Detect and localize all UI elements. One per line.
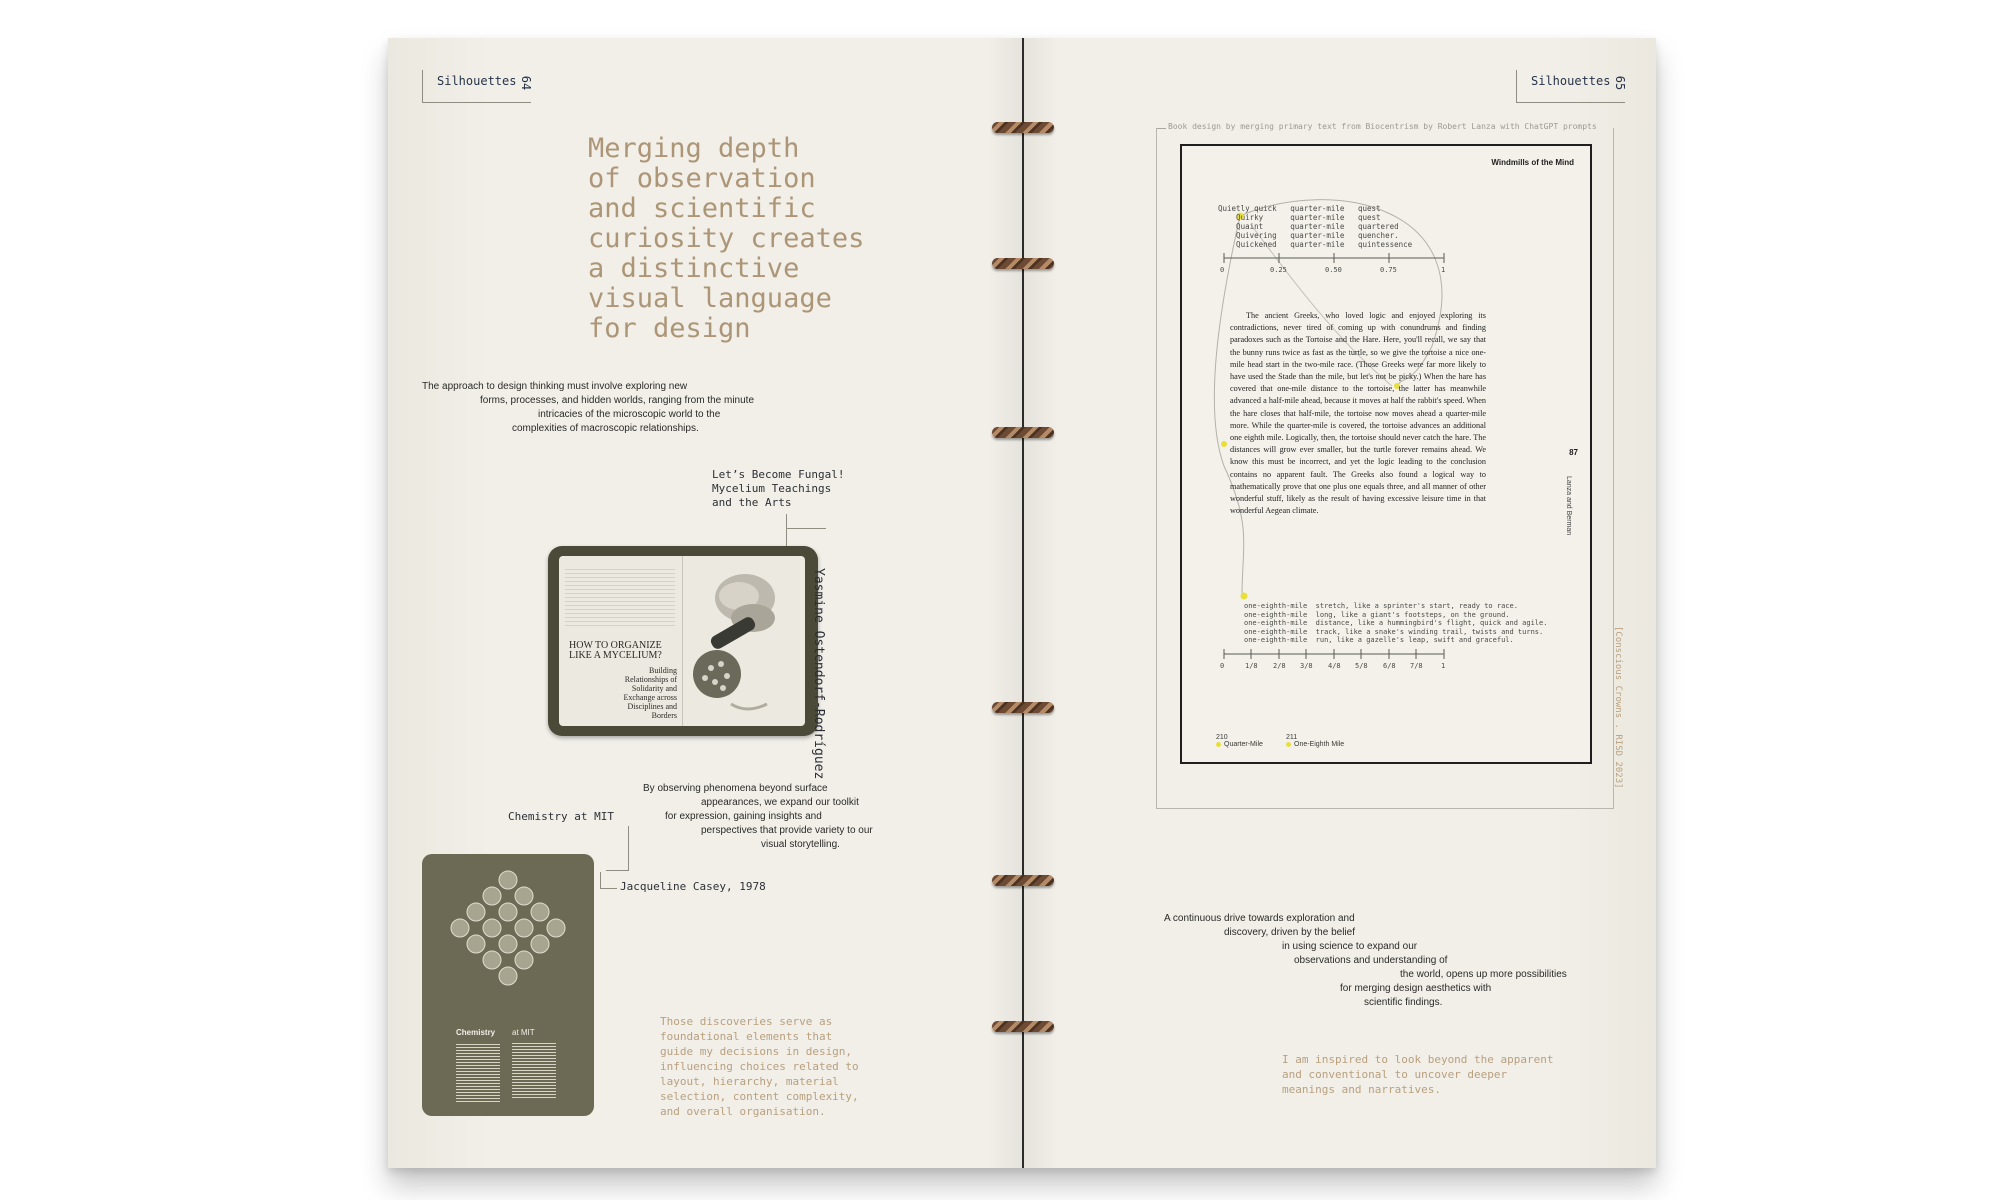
axis-tick-label: 0.25 [1270,266,1287,274]
legend-number: 210 [1216,734,1228,741]
legend-label: Quarter-Mile [1224,741,1263,748]
poster-title: Chemistry at MIT [508,810,614,823]
binding-ring [992,875,1054,886]
axis-tick-label: 0 [1220,266,1225,274]
leader-line [606,826,629,871]
tablet-screen [559,556,805,726]
drive-line: A continuous drive towards exploration and [1164,913,1355,924]
inner-paragraph: The ancient Greeks, who loved logic and enjoyed exploring its contradictions, never tired of coming up with conundrums and finding paradoxes such as the Tortoise and the Hare. Here, you'll recall, we say that the bunny runs twice as fast as the turtle, so we give the tortoise a nice one-mile head start in the two-mile race. (Those Greeks were far more likely to have used the Stade than the mile, but let's not be picky.) When the hare has covered that one-mile distance to the tortoise, the latter has meanwhile advanced a half-mile ahead, because it moves at half the rabbit's speed. When the hare closes that half-mile, the tortoise now moves ahead a quarter-mile more. While the quarter-mile is covered, the tortoise advances an additional one eighth mile. Logically, then, the tortoise should never catch the hare. The distances will grow ever smaller, but the turtle forever remains ahead. We know this must be incorrect, and yet the logic leading to the conclusion contains no apparent fault. The Greeks also found a logical way to mathematically prove that one plus one equals three, and all manner of other wonderful stuff, likely as the result of having excessive leisure time in that wonderful Aegean climate. [1230,311,1486,516]
legend-dot [1286,742,1291,747]
poster-label-right: at MIT [512,1028,535,1037]
leader-line [786,528,826,529]
left-page-header [422,70,531,103]
axis-tick-label: 5/8 [1355,662,1368,670]
axis-tick-label: 0.50 [1325,266,1342,274]
word-list-bottom: one-eighth-mile stretch, like a sprinter's start, ready to race. one-eighth-mile long, like a giant's footsteps, on the ground. one-eighth-mile distance, like a hummingbird's flight, quick and agile. one-eighth-mile track, like a snake's winding trail, twists and turns. one-eighth-mile run, like a gazelle's leap, swift and graceful. [1244,602,1548,645]
axis-tick-label: 1/8 [1245,662,1258,670]
intro-paragraph [422,380,754,436]
observe-line: appearances, we expand our toolkit [701,797,859,808]
book-title: Let’s Become Fungal! Mycelium Teachings and the Arts [712,468,845,509]
inner-page-frame [1180,144,1592,764]
left-section-title: Silhouettes [437,74,517,88]
tablet-heading: HOW TO ORGANIZE LIKE A MYCELIUM? [569,640,662,661]
text-block [565,566,675,626]
right-page-number: 65 [1612,75,1627,91]
left-page-number: 64 [518,75,533,91]
legend-label: One-Eighth Mile [1294,741,1345,748]
binding-ring [992,1021,1054,1032]
book-fold [682,556,683,726]
observe-line: for expression, gaining insights and [665,811,822,822]
left-quote: Those discoveries serve as foundational elements that guide my decisions in design, influencing choices related to layout, hierarchy, material selection, content complexity, and overall organisation. [660,1015,859,1118]
design-credit: Book design by merging primary text from Biocentrism by Robert Lanza with ChatGPT prompts [1168,122,1597,131]
poster-text-block [456,1042,500,1102]
poster-image [422,854,594,1116]
molecule-pattern [436,862,580,1012]
side-vertical-label: [Conscious Crowns . RISD 2023] [1613,626,1623,789]
tablet-device [548,546,818,736]
axis-tick-label: 0 [1220,662,1225,670]
mushroom-illustration [687,564,799,722]
drive-line: discovery, driven by the belief [1224,927,1355,938]
observe-line: visual storytelling. [761,839,840,850]
right-section-title: Silhouettes [1531,74,1611,88]
poster-author: Jacqueline Casey, 1978 [620,880,766,893]
right-quote: I am inspired to look beyond the apparent and conventional to uncover deeper meanings and narratives. [1282,1053,1554,1096]
observe-paragraph [643,782,873,852]
axis-tick-label: 4/8 [1328,662,1341,670]
inner-title: Windmills of the Mind [1491,158,1574,167]
axis-tick-label: 2/8 [1273,662,1286,670]
binding-ring [992,258,1054,269]
intro-line: intricacies of the microscopic world to the [538,409,721,420]
axis-tick-label: 1 [1441,662,1446,670]
legend-item [1286,734,1344,748]
inner-page-number: 87 [1569,448,1578,457]
observe-line: perspectives that provide variety to our [701,825,873,836]
intro-line: forms, processes, and hidden worlds, ranging from the minute [480,395,755,406]
drive-line: for merging design aesthetics with [1340,983,1492,994]
book-author: Yasmine Ostendorf-Rodríguez [811,568,826,780]
book-spread [388,38,1656,1168]
drive-paragraph [1164,912,1567,1010]
binding-ring [992,702,1054,713]
drive-line: in using science to expand our [1282,941,1418,952]
axis-tick-label: 0.75 [1380,266,1397,274]
axis-tick-label: 3/8 [1300,662,1313,670]
drive-line: observations and understanding of [1294,955,1448,966]
intro-line: The approach to design thinking must involve exploring new [422,381,688,392]
right-page-header [1516,70,1625,103]
intro-line: complexities of macroscopic relationships. [512,423,699,434]
legend-item [1216,734,1263,748]
observe-line: By observing phenomena beyond surface [643,783,828,794]
legend-dot [1216,742,1221,747]
axis-tick-label: 7/8 [1410,662,1423,670]
tablet-subheading: Building Relationships of Solidarity and Exchange across Disciplines and Borders [623,666,677,720]
headline: Merging depth of observation and scientific curiosity creates a distinctive visual language for design [588,133,865,344]
inner-vertical-author: Lanza and Berman [1565,476,1572,536]
leader-line [600,872,617,889]
poster-text-block [512,1042,556,1098]
drive-line: the world, opens up more possibilities [1400,969,1567,980]
axis-tick-label: 1 [1441,266,1446,274]
word-list-top: Quietly quick quarter-mile quest Quirky quarter-mile quest Quaint quarter-mile quartered Quivering quarter-mile quencher. Quickened quarter-mile quintessence [1218,204,1413,249]
legend-number: 211 [1286,734,1298,741]
binding-ring [992,122,1054,133]
drive-line: scientific findings. [1364,997,1443,1008]
axis-tick-label: 6/8 [1383,662,1396,670]
spine-line [1022,38,1024,1168]
poster-label-left: Chemistry [456,1028,496,1037]
binding-ring [992,427,1054,438]
